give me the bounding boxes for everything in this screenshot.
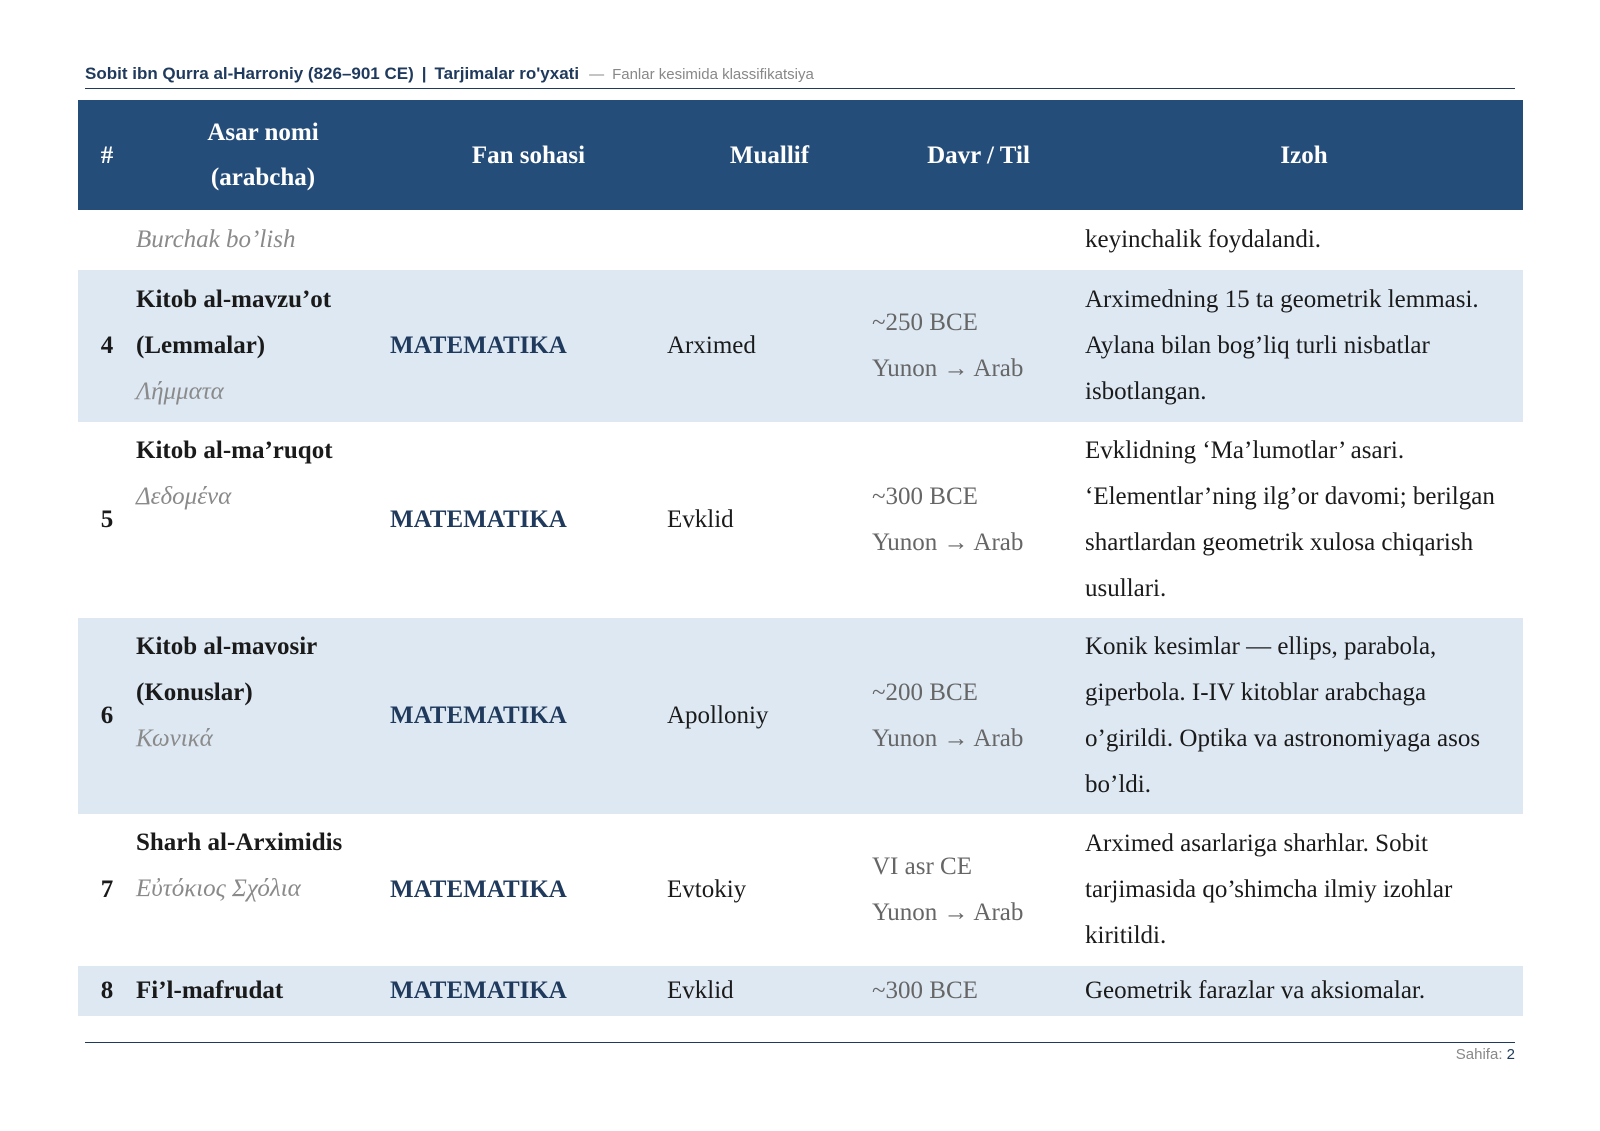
table-row-continuation xyxy=(78,210,1523,270)
work-original-name: Δεδομένα xyxy=(136,483,232,510)
work-original-name: Burchak bo’lish xyxy=(136,226,296,253)
era-period: ~300 BCE xyxy=(872,483,978,510)
col-header-note: Izoh xyxy=(1280,141,1328,169)
header-section: Tarjimalar ro'yxati xyxy=(434,64,580,83)
cell-num: 8 xyxy=(100,977,114,1004)
page-number: 2 xyxy=(1506,1046,1515,1063)
work-original-name: Λήμματα xyxy=(136,378,224,405)
cell-note: Arximedning 15 ta geometrik lemmasi. Aylana bilan bog’liq turli nisbatlar isbotlangan. xyxy=(1085,286,1479,405)
header-dash: — xyxy=(589,66,605,83)
cell-note: keyinchalik foydalandi. xyxy=(1085,226,1322,253)
col-header-name-line2: (arabcha) xyxy=(210,164,316,191)
cell-author: Evklid xyxy=(667,977,734,1004)
cell-era xyxy=(872,966,1085,1016)
era-language: Yunon → Arab xyxy=(872,899,1024,926)
cell-author: Evtokiy xyxy=(667,876,747,903)
table-row xyxy=(78,966,1523,1016)
cell-field: MATEMATIKA xyxy=(390,702,567,729)
cell-era xyxy=(872,210,1085,270)
cell-era xyxy=(872,814,1085,966)
header-title: Sobit ibn Qurra al-Harroniy (826–901 CE) xyxy=(85,64,414,83)
table-row xyxy=(78,814,1523,966)
era-period: VI asr CE xyxy=(872,853,972,880)
cell-name xyxy=(136,210,390,270)
work-original-name: Εὐτόκιος Σχόλια xyxy=(136,875,301,902)
era-period: ~300 BCE xyxy=(872,977,978,1004)
cell-note: Evklidning ‘Ma’lumotlar’ asari. ‘Elementlar’ning ilg’or davomi; berilgan shartlardan geometrik xulosa chiqarish usullari. xyxy=(1085,437,1495,602)
cell-name xyxy=(136,270,390,422)
col-header-num: # xyxy=(100,141,114,169)
col-header-name xyxy=(136,100,390,210)
cell-name xyxy=(136,966,390,1016)
works-table xyxy=(78,100,1523,1016)
running-header xyxy=(85,64,1515,89)
page-label: Sahifa: xyxy=(1455,1046,1503,1063)
table-row xyxy=(78,618,1523,814)
era-period: ~200 BCE xyxy=(872,679,978,706)
cell-name xyxy=(136,618,390,814)
cell-note: Konik kesimlar — ellips, parabola, giperbola. I-IV kitoblar arabchaga o’girildi. Optika va astronomiyaga asos bo’ldi. xyxy=(1085,633,1481,798)
cell-name xyxy=(136,814,390,966)
cell-num: 4 xyxy=(100,332,114,359)
table-header xyxy=(78,100,1523,210)
work-name: Kitob al-mavzu’ot xyxy=(136,286,332,313)
era-language: Yunon → Arab xyxy=(872,529,1024,556)
cell-num xyxy=(78,210,136,270)
work-name-translation: (Konuslar) xyxy=(136,679,253,706)
col-header-era: Davr / Til xyxy=(927,141,1030,169)
table-row xyxy=(78,422,1523,618)
cell-author: Arximed xyxy=(667,332,756,359)
work-name: Sharh al-Arximidis xyxy=(136,829,343,856)
col-header-field: Fan sohasi xyxy=(471,141,586,169)
cell-author: Apolloniy xyxy=(667,702,769,729)
work-name-translation: (Lemmalar) xyxy=(136,332,266,359)
col-header-name-line1: Asar nomi xyxy=(207,119,319,146)
cell-num: 6 xyxy=(100,702,114,729)
header-separator: | xyxy=(421,64,427,83)
era-period: ~250 BCE xyxy=(872,309,978,336)
era-language: Yunon → Arab xyxy=(872,725,1024,752)
cell-note: Geometrik farazlar va aksiomalar. xyxy=(1085,977,1426,1004)
cell-num: 5 xyxy=(100,506,114,533)
table-row xyxy=(78,270,1523,422)
work-name: Kitob al-ma’ruqot xyxy=(136,437,333,464)
cell-field: MATEMATIKA xyxy=(390,876,567,903)
cell-era xyxy=(872,270,1085,422)
cell-field xyxy=(390,210,667,270)
work-original-name: Κωνικά xyxy=(136,725,213,752)
header-subtitle: Fanlar kesimida klassifikatsiya xyxy=(612,66,814,83)
cell-era xyxy=(872,618,1085,814)
footer-rule xyxy=(85,1042,1515,1043)
cell-name xyxy=(136,422,390,618)
cell-era xyxy=(872,422,1085,618)
page-footer xyxy=(1456,1046,1515,1063)
cell-author: Evklid xyxy=(667,506,734,533)
era-language: Yunon → Arab xyxy=(872,355,1024,382)
cell-note: Arximed asarlariga sharhlar. Sobit tarjimasida qo’shimcha ilmiy izohlar kiritildi. xyxy=(1085,830,1453,949)
cell-field: MATEMATIKA xyxy=(390,977,567,1004)
cell-author xyxy=(667,210,872,270)
col-header-author: Muallif xyxy=(729,141,810,169)
cell-num: 7 xyxy=(100,876,114,903)
work-name: Kitob al-mavosir xyxy=(136,633,318,660)
cell-field: MATEMATIKA xyxy=(390,506,567,533)
cell-field: MATEMATIKA xyxy=(390,332,567,359)
work-name: Fi’l-mafrudat xyxy=(136,977,284,1004)
